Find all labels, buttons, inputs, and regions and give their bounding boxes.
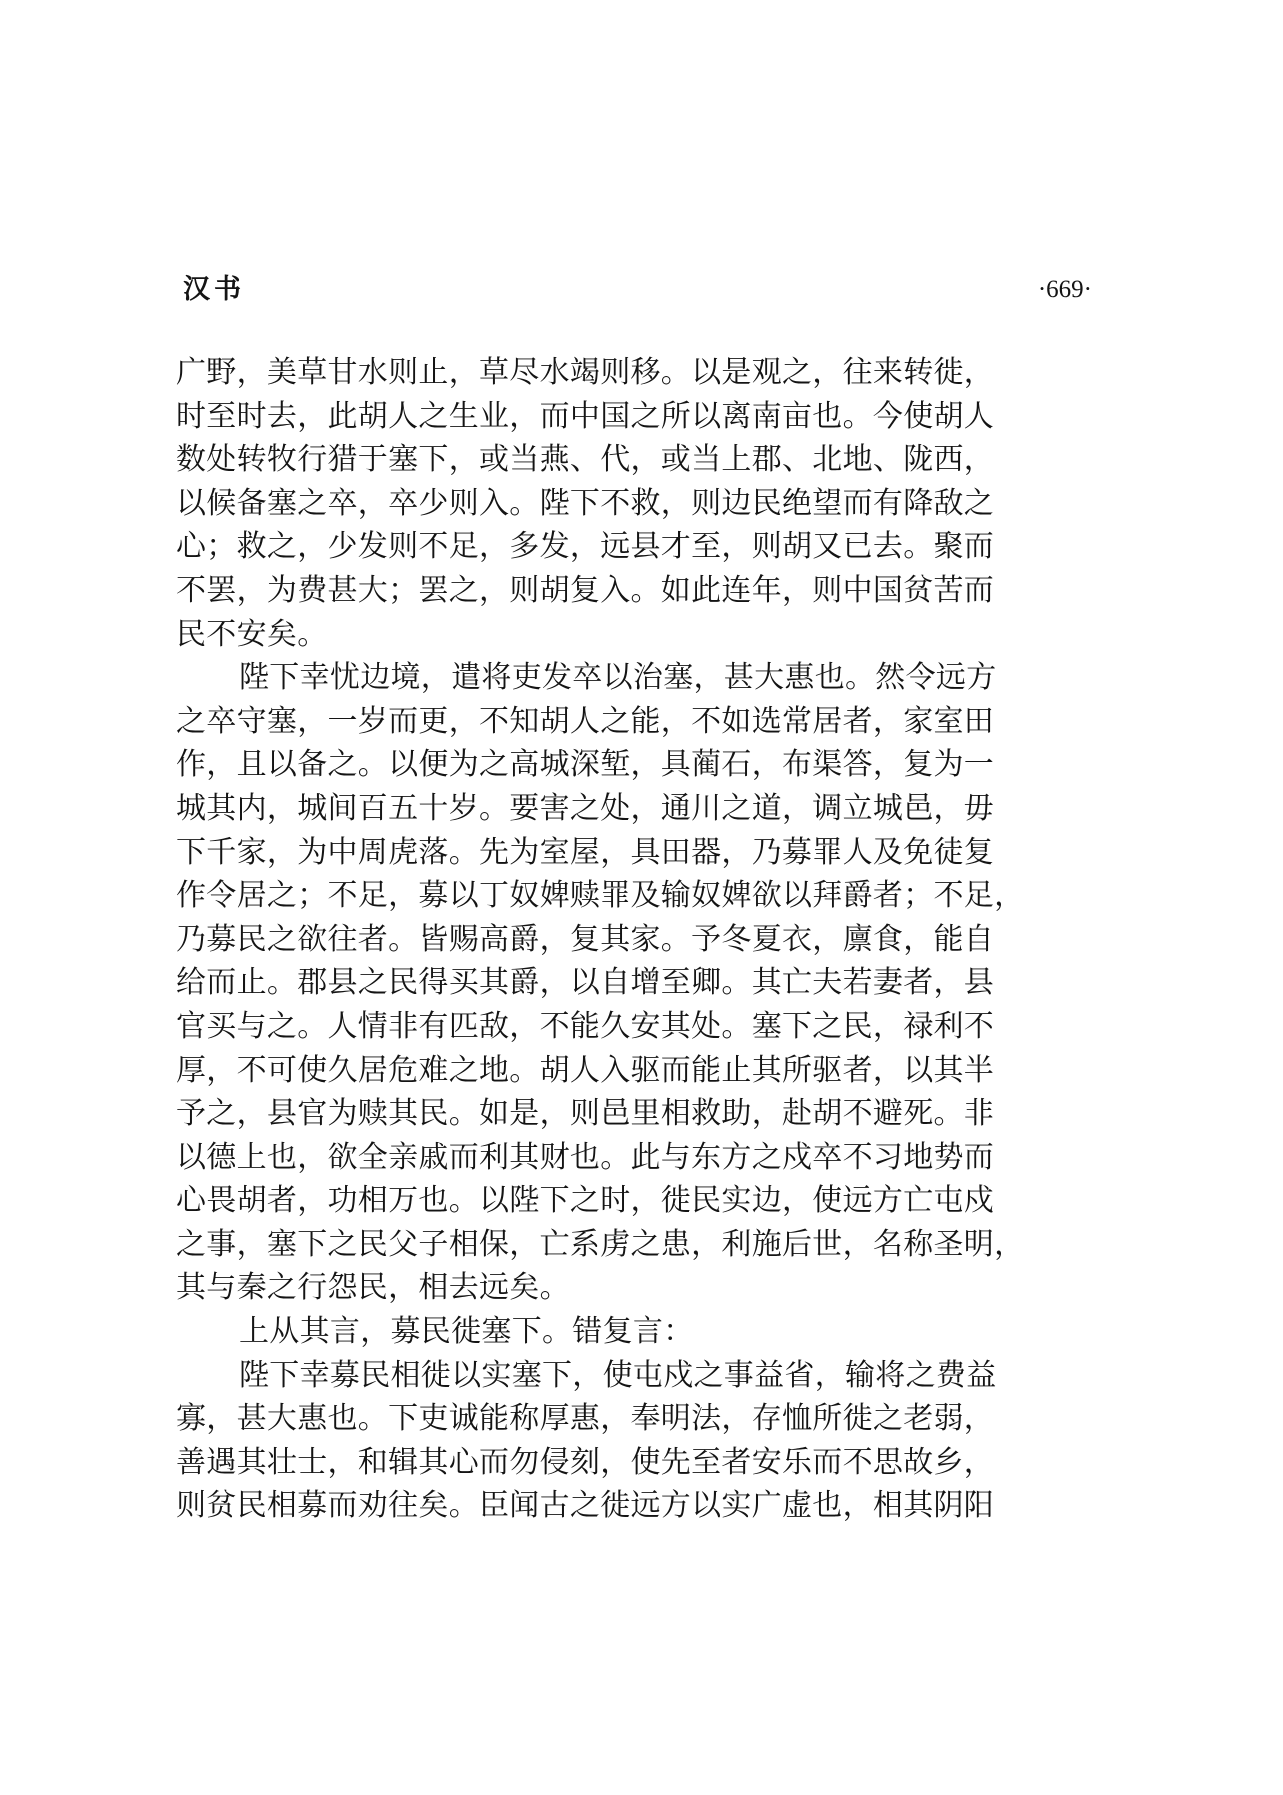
text-line: 广野，美草甘水则止，草尽水竭则移。以是观之，往来转徙， — [176, 355, 995, 390]
text-line: 予之，县官为赎其民。如是，则邑里相救助，赴胡不避死。非 — [176, 1096, 995, 1132]
text-line: 上从其言，募民徙塞下。错复言： — [239, 1314, 694, 1350]
text-line: 作令居之；不足，募以丁奴婢赎罪及输奴婢欲以拜爵者；不足， — [176, 878, 1025, 914]
text-line: 作，且以备之。以便为之高城深堑，具蔺石，布渠答，复为一 — [176, 747, 995, 783]
text-line: 陛下幸忧边境，遣将吏发卒以治塞，甚大惠也。然令远方 — [239, 660, 997, 696]
text-line: 给而止。郡县之民得买其爵，以自增至卿。其亡夫若妻者，县 — [176, 965, 995, 1001]
text-line: 以德上也，欲全亲戚而利其财也。此与东方之戍卒不习地势而 — [176, 1139, 995, 1175]
text-line: 寡，甚大惠也。下吏诚能称厚惠，奉明法，存恤所徙之老弱， — [176, 1401, 995, 1437]
running-head — [183, 270, 1092, 310]
text-line: 心；救之，少发则不足，多发，远县才至，则胡又已去。聚而 — [176, 529, 995, 565]
text-line: 之卒守塞，一岁而更，不知胡人之能，不如选常居者，家室田 — [176, 703, 995, 739]
text-line: 以候备塞之卒，卒少则入。陛下不救，则边民绝望而有降敌之 — [176, 485, 995, 521]
text-line: 其与秦之行怨民，相去远矣。 — [176, 1270, 570, 1306]
text-line: 数处转牧行猎于塞下，或当燕、代，或当上郡、北地、陇西， — [176, 442, 995, 478]
text-line: 民不安矣。 — [176, 616, 328, 652]
text-line: 之事，塞下之民父子相保，亡系虏之患，利施后世，名称圣明， — [176, 1226, 1025, 1262]
text-line: 陛下幸募民相徙以实塞下，使屯戍之事益省，输将之费益 — [239, 1357, 997, 1393]
text-line: 时至时去，此胡人之生业，而中国之所以离南亩也。今使胡人 — [176, 398, 995, 434]
text-line: 官买与之。人情非有匹敌，不能久安其处。塞下之民，禄利不 — [176, 1008, 995, 1044]
text-line: 不罢，为费甚大；罢之，则胡复入。如此连年，则中国贫苦而 — [176, 572, 995, 608]
text-line: 善遇其壮士，和辑其心而勿侵刻，使先至者安乐而不思故乡， — [176, 1444, 995, 1480]
text-line: 城其内，城间百五十岁。要害之处，通川之道，调立城邑，毋 — [176, 790, 995, 826]
text-line: 下千家，为中周虎落。先为室屋，具田器，乃募罪人及免徒复 — [176, 834, 995, 870]
text-line: 乃募民之欲往者。皆赐高爵，复其家。予冬夏衣，廪食，能自 — [176, 921, 995, 957]
text-line: 则贫民相募而劝往矣。臣闻古之徙远方以实广虚也，相其阴阳 — [176, 1488, 995, 1524]
body-text — [176, 351, 1096, 1528]
book-title: 汉书 — [183, 274, 245, 305]
page-number: ·669· — [1037, 276, 1092, 303]
text-line: 心畏胡者，功相万也。以陛下之时，徙民实边，使远方亡屯戍 — [176, 1183, 995, 1219]
text-line: 厚，不可使久居危难之地。胡人入驱而能止其所驱者，以其半 — [176, 1052, 995, 1088]
